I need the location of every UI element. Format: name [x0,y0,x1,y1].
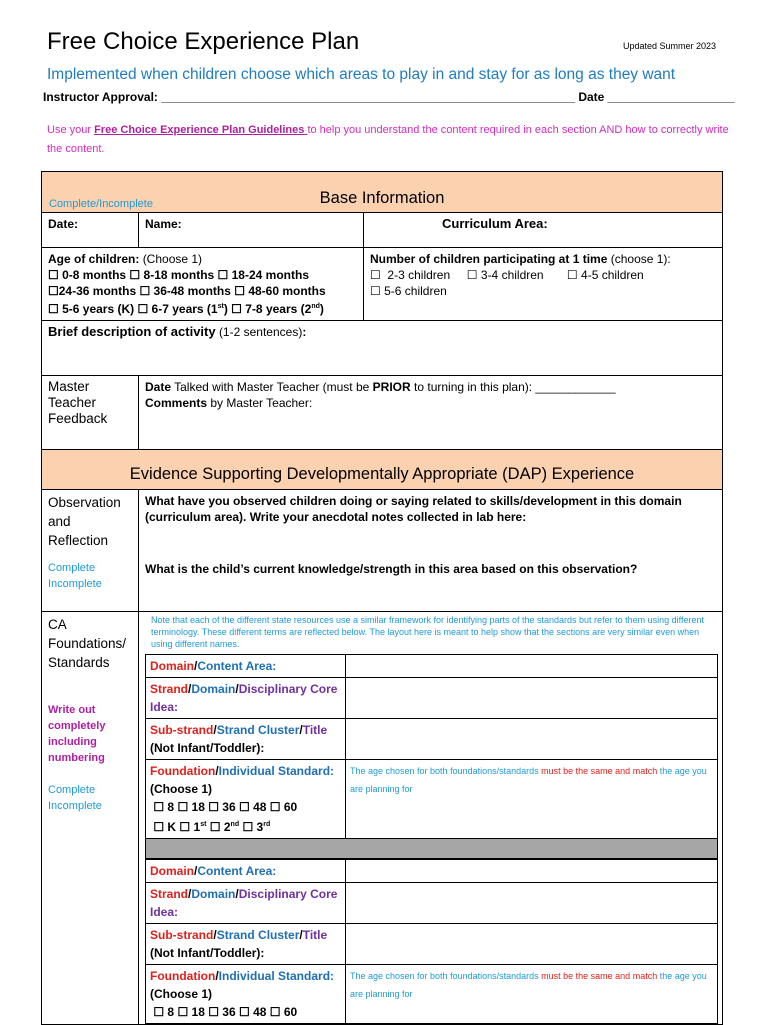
found-row2-b[interactable]: ☐ 2 [206,820,231,834]
master-teacher-feedback-cell[interactable] [139,376,723,450]
observation-label: Observation and Reflection [48,495,121,548]
ca-label-cell [42,612,139,1025]
mt-comments-text: by Master Teacher: [207,396,313,410]
instructor-approval-line[interactable]: Instructor Approval: ______________________________________________________________ Date ___________________ [43,90,735,104]
page-title: Free Choice Experience Plan [47,28,360,55]
strand-label: Strand/Domain/Disciplinary Core Idea: [146,678,346,719]
found-a: Foundation [150,764,216,778]
found-b: Individual Standard: [218,764,335,778]
dap-header: Evidence Supporting Developmentally Appropriate (DAP) Experience [42,450,723,490]
foundation-input[interactable] [346,760,718,839]
ca-status-complete[interactable]: Complete [48,784,96,796]
foundation-label: Foundation/Individual Standard: (Choose 1) ☐ 8 ☐ 18 ☐ 36 ☐ 48 ☐ 60 ☐ K ☐ 1st ☐ 2nd ☐ 3rd [146,760,346,839]
age-note-c-2: the age you are planning for [350,971,707,999]
base-status[interactable]: Complete/Incomplete [49,198,153,210]
sub-c-2: Title [302,928,328,942]
age-options-row-2[interactable]: ☐24-36 months ☐ 36-48 months ☐ 48-60 months [48,284,326,298]
age-row3-c: ) [319,302,324,316]
name-field[interactable] [139,213,364,248]
foundation-label-2: Foundation/Individual Standard: (Choose 1) ☐ 8 ☐ 18 ☐ 36 ☐ 48 ☐ 60 [146,965,346,1024]
standards-divider [146,839,718,859]
curriculum-area-field[interactable] [364,213,723,248]
num-label: Number of children participating at 1 time [370,252,608,266]
substrand-label: Sub-strand/Strand Cluster/Title (Not Infant/Toddler): [146,719,346,760]
domain-a: Domain [150,659,195,673]
sub-d: (Not Infant/Toddler): [150,741,265,755]
strand-label-2: Strand/Domain/Disciplinary Core Idea: [146,883,346,924]
plan-form-table [41,171,723,1025]
age-options-row-3[interactable] [48,299,357,317]
obs-status-incomplete[interactable]: Incomplete [48,578,102,590]
sub-d-2: (Not Infant/Toddler): [150,946,265,960]
observation-label-cell [42,490,139,612]
age-label: Age of children: [48,252,140,266]
master-teacher-label: Master Teacher Feedback [42,376,139,450]
domain-label-2: Domain/Content Area: [146,860,346,883]
obs-status-complete[interactable]: Complete [48,562,96,574]
strand-c-2: Disciplinary Core Idea: [150,887,338,919]
found-row1[interactable]: ☐ 8 ☐ 18 ☐ 36 ☐ 48 ☐ 60 [153,800,298,814]
intro-prefix: Use your [47,124,95,136]
domain-a-2: Domain [150,864,195,878]
found-row2-c[interactable]: ☐ 3 [239,820,264,834]
curriculum-area-label: Curriculum Area: [442,216,548,231]
strand-input-2[interactable] [346,883,718,924]
standards-table-1 [145,654,718,859]
age-note-b-2: must be the same and match [541,971,658,981]
date-field[interactable] [42,213,139,248]
found-row2-sup2: nd [230,821,240,828]
domain-label: Domain/Content Area: [146,655,346,678]
sub-c: Title [302,723,328,737]
foundation-input-2[interactable] [346,965,718,1024]
age-row3-sup2: nd [311,303,320,310]
age-of-children-cell[interactable] [42,248,364,321]
brief-label: Brief description of activity [48,324,216,339]
ca-label: CA Foundations/ Standards [48,617,127,670]
substrand-input-2[interactable] [346,924,718,965]
sub-a-2: Sub-strand [150,928,214,942]
date-label: Date: [48,217,79,231]
observation-question-2: What is the child’s current knowledge/strength in this area based on this observation? [145,562,638,576]
standards-table-2 [145,859,718,1024]
found-choose: (Choose 1) [150,782,213,796]
found-row2-a[interactable]: ☐ K ☐ 1 [153,820,201,834]
domain-b: Content Area: [197,659,277,673]
found-row2-sup1: st [200,821,207,828]
found-b-2: Individual Standard: [218,969,335,983]
updated-date: Updated Summer 2023 [623,41,717,51]
sub-b: Strand Cluster [216,723,300,737]
sub-a: Sub-strand [150,723,214,737]
age-note-a: The age chosen for both foundations/standards [350,766,542,776]
found-choose-2: (Choose 1) [150,987,213,1001]
intro-text [47,121,737,159]
sub-b-2: Strand Cluster [216,928,300,942]
age-note-c: the age you are planning for [350,766,707,794]
ca-standards-cell [139,612,723,1025]
num-options-row-1[interactable]: ☐ 2-3 children ☐ 3-4 children ☐ 4-5 children [370,268,644,282]
age-choose: (Choose 1) [142,252,203,266]
strand-c: Disciplinary Core Idea: [150,682,338,714]
age-row3-sup1: st [217,303,224,310]
substrand-input[interactable] [346,719,718,760]
ca-framework-note: Note that each of the different state resources use a similar framework for identifying parts of the standards but refer to them using different terminology. These different terms are reflected below. The layout here is meant to help show that the sections are very similar even when using different names. [151,615,704,649]
base-info-header [42,172,723,213]
guidelines-link[interactable]: Free Choice Experience Plan Guidelines [94,124,308,136]
brief-colon: : [302,325,307,339]
found-row2-sup3: rd [263,821,271,828]
mt-date-text2: to turning in this plan): ____________ [410,380,616,394]
brief-description-cell[interactable] [42,321,723,376]
ca-status-incomplete[interactable]: Incomplete [48,800,102,812]
age-row3-b: ) ☐ 7-8 years (2 [223,302,312,316]
domain-input[interactable] [346,655,718,678]
observation-question-1: What have you observed children doing or saying related to skills/development in this domain (curriculum area). Write your anecdotal notes collected in lab here: [145,494,682,524]
strand-a-2: Strand [150,887,189,901]
number-of-children-cell[interactable] [364,248,723,321]
domain-input-2[interactable] [346,860,718,883]
found-row1-2[interactable]: ☐ 8 ☐ 18 ☐ 36 ☐ 48 ☐ 60 [153,1005,298,1019]
age-note-b: must be the same and match [541,766,658,776]
strand-b: Domain [191,682,236,696]
mt-prior: PRIOR [372,380,411,394]
write-out-note: Write out completely including numbering [48,704,106,764]
age-options-row-1[interactable]: ☐ 0-8 months ☐ 8-18 months ☐ 18-24 months [48,268,309,282]
page-subtitle: Implemented when children choose which areas to play in and stay for as long as they want [47,66,676,83]
num-options-row-2[interactable]: ☐ 5-6 children [370,284,447,298]
observation-answer-cell[interactable] [139,490,723,612]
found-a-2: Foundation [150,969,216,983]
name-label: Name: [145,217,182,231]
age-note-a-2: The age chosen for both foundations/standards [350,971,542,981]
intro-suffix: to help you understand the content required in each section AND how to correctly write the content. [47,124,729,155]
brief-hint: (1-2 sentences) [218,325,303,339]
substrand-label-2: Sub-strand/Strand Cluster/Title (Not Infant/Toddler): [146,924,346,965]
mt-comments-label: Comments [145,396,208,410]
num-choose: (choose 1): [610,252,671,266]
strand-a: Strand [150,682,189,696]
strand-input[interactable] [346,678,718,719]
domain-b-2: Content Area: [197,864,277,878]
mt-date-label: Date [145,380,172,394]
base-info-title: Base Information [319,189,445,207]
strand-b-2: Domain [191,887,236,901]
age-row3-a: ☐ 5-6 years (K) ☐ 6-7 years (1 [48,302,218,316]
mt-date-text1: Talked with Master Teacher (must be [171,380,373,394]
